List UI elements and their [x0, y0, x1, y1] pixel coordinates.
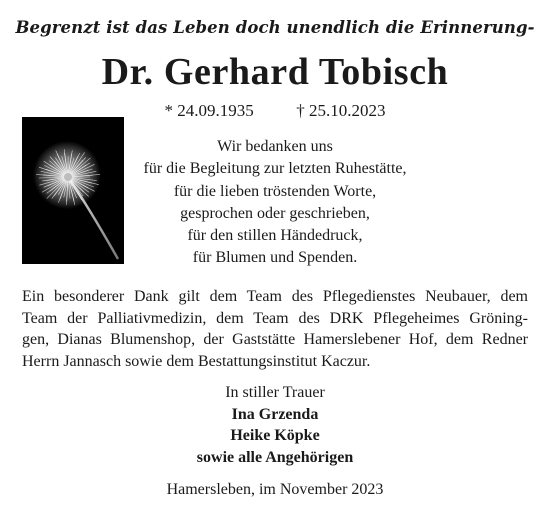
dandelion-image	[22, 117, 124, 264]
mourners-block	[0, 382, 550, 468]
special-thanks-line: Team der Palliativmedizin, dem Team des DRK Pflegeheimes Gröning-	[22, 309, 528, 327]
thanks-line: für Blumen und Spenden.	[192, 249, 358, 267]
deceased-name: Dr. Gerhard Tobisch	[101, 51, 449, 93]
thanks-line: für den stillen Händedruck,	[187, 227, 363, 245]
mourner-name: Heike Köpke	[230, 427, 320, 444]
birth-date: * 24.09.1935	[164, 101, 254, 120]
closing-intro: In stiller Trauer	[225, 384, 325, 401]
mourner-name: Ina Grzenda	[231, 405, 319, 423]
motto: Begrenzt ist das Leben doch unendlich die Erinnerung-	[15, 18, 535, 37]
special-thanks-line: Ein besonderer Dank gilt dem Team des Pflegedienstes Neubauer, dem	[22, 288, 528, 305]
thanks-line: Wir bedanken uns	[217, 138, 333, 155]
special-thanks-line: Herrn Jannasch sowie dem Bestattungsinstitut Kaczur.	[22, 352, 371, 370]
mourner-name: sowie alle Angehörigen	[196, 448, 354, 466]
special-thanks-paragraph	[22, 286, 528, 372]
death-date: † 25.10.2023	[296, 101, 386, 120]
thanks-text	[130, 136, 420, 270]
thanks-line: gesprochen oder geschrieben,	[180, 204, 370, 222]
thanks-line: für die lieben tröstenden Worte,	[173, 182, 377, 200]
place-and-date: Hamersleben, im November 2023	[166, 481, 384, 498]
special-thanks-line: gen, Dianas Blumenshop, der Gaststätte Hamerslebener Hof, dem Redner	[22, 331, 528, 348]
thanks-line: für die Begleitung zur letzten Ruhestätte,	[143, 160, 407, 178]
